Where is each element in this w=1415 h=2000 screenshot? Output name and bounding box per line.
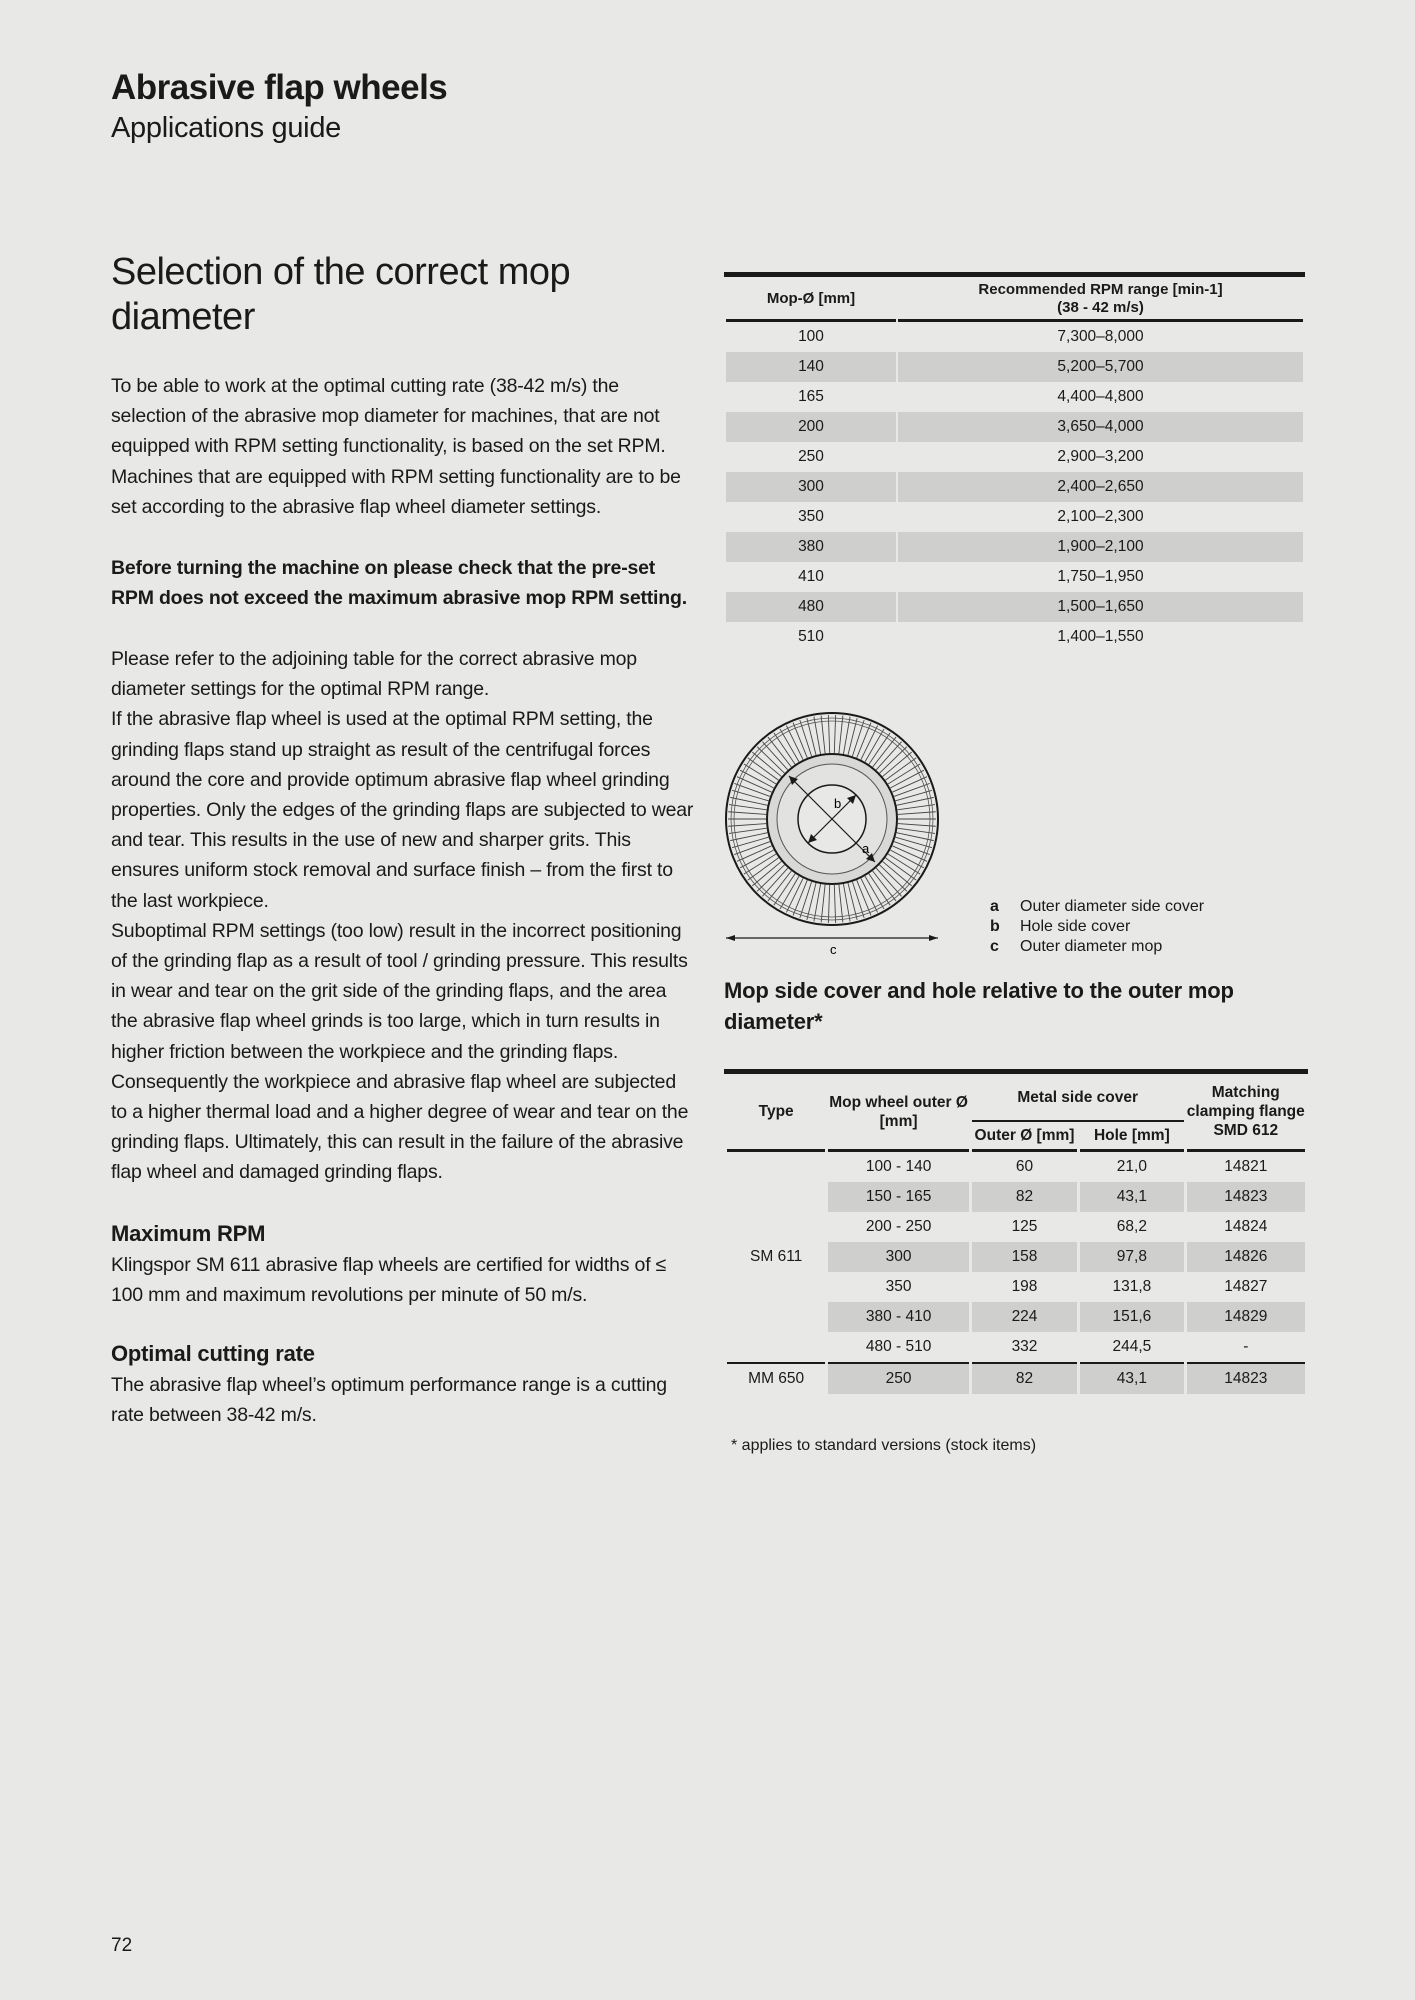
legend-item [990,937,1204,957]
rpm-col-diameter: Mop-Ø [mm] [726,277,896,322]
legend-item [990,917,1204,937]
rpm-table-row [726,562,1303,592]
rpm-table-row [726,322,1303,352]
rpm-cell-diameter: 200 [726,412,896,442]
rpm-table-row [726,382,1303,412]
optimal-rate-block [111,1338,696,1430]
figure-caption: Mop side cover and hole relative to the outer mop diameter* [724,978,1234,1034]
col-mop-outer: Mop wheel outer Ø [mm] [828,1074,968,1152]
cell-hole: 131,8 [1112,1278,1152,1295]
rpm-cell-range: 7,300–8,000 [1057,328,1144,345]
footnote: * applies to standard versions (stock items) [731,1437,1037,1454]
cell-mop: 350 [885,1278,912,1295]
cell-flange: 14827 [1224,1278,1268,1295]
rpm-cell-range: 5,200–5,700 [898,352,1303,382]
cell-type: MM 650 [727,1362,825,1394]
rpm-table-row [726,502,1303,532]
cell-outer: 60 [1015,1158,1034,1175]
legend-text: Hole side cover [1020,918,1131,935]
cell-mop: 480 - 510 [865,1338,932,1355]
col-metal-side-cover: Metal side cover [972,1074,1184,1122]
cell-outer: 198 [1011,1278,1038,1295]
rpm-table-row [726,592,1303,622]
rpm-table-row [726,472,1303,502]
legend-item [990,897,1204,917]
col-outer-diameter: Outer Ø [mm] [972,1122,1077,1152]
rpm-table-row [726,412,1303,442]
cell-mop: 250 [828,1362,968,1394]
rpm-cell-range: 2,900–3,200 [1057,448,1144,465]
label-b: b [834,796,842,811]
cell-hole: 43,1 [1080,1362,1183,1394]
rpm-cell-range: 1,900–2,100 [898,532,1303,562]
rpm-cell-diameter: 380 [726,532,896,562]
rpm-cell-diameter: 510 [798,628,824,645]
cell-outer: 158 [972,1242,1077,1272]
label-a: a [862,841,870,856]
cell-type: SM 611 [750,1248,803,1265]
cell-outer: 224 [972,1302,1077,1332]
intro-paragraph: To be able to work at the optimal cutting rate (38-42 m/s) the selection of the abrasive mop diameter for machines, that are not equipped with RPM setting functionality, is based on the set RPM. Machines that are equipped with RPM setting functionality are to be set according to the abrasive flap wheel diameter settings. [111,375,681,518]
rpm-cell-range: 1,400–1,550 [1057,628,1144,645]
cell-outer: 332 [1011,1338,1038,1355]
cell-flange: - [1243,1338,1249,1355]
cell-hole: 151,6 [1080,1302,1183,1332]
rpm-cell-diameter: 300 [726,472,896,502]
legend-key: b [990,918,1000,935]
rpm-cell-diameter: 480 [726,592,896,622]
legend-key: c [990,938,999,955]
optimal-paragraph: If the abrasive flap wheel is used at the optimal RPM setting, the grinding flaps stand up straight as result of the centrifugal forces around the core and provide optimum abrasive flap wheel grinding properties. Only the edges of the grinding flaps are subjected to wear and tear. This results in the use of new and sharper grits. This ensures uniform stock removal and surface finish – from the first to the last workpiece. [111,708,694,912]
rpm-cell-diameter: 140 [726,352,896,382]
rpm-cell-range: 2,400–2,650 [898,472,1303,502]
cell-mop: 200 - 250 [865,1218,932,1235]
cell-flange: 14829 [1187,1302,1305,1332]
cell-flange: 14821 [1224,1158,1268,1175]
refer-paragraph: Please refer to the adjoining table for the correct abrasive mop diameter settings for the optimal RPM range. [111,648,637,701]
warning-paragraph: Before turning the machine on please check that the pre-set RPM does not exceed the maximum abrasive mop RPM setting. [111,557,687,610]
max-rpm-heading: Maximum RPM [111,1221,266,1246]
cell-outer: 82 [972,1362,1077,1394]
cell-flange: 14824 [1224,1218,1268,1235]
max-rpm-text: Klingspor SM 611 abrasive flap wheels are certified for widths of ≤ 100 mm and maximum revolutions per minute of 50 m/s. [111,1254,667,1307]
max-rpm-block [111,1218,696,1310]
rpm-table-row [726,532,1303,562]
rpm-table-row [726,442,1303,472]
cell-hole: 43,1 [1080,1182,1183,1212]
rpm-cell-range: 3,650–4,000 [898,412,1303,442]
rpm-cell-range: 1,750–1,950 [1057,568,1144,585]
cell-flange: 14823 [1187,1182,1305,1212]
rpm-cell-range: 1,500–1,650 [898,592,1303,622]
rpm-cell-diameter: 100 [798,328,824,345]
cell-flange: 14826 [1187,1242,1305,1272]
cell-flange: 14823 [1187,1362,1305,1394]
arrowhead [929,935,938,941]
body-text [111,644,696,1188]
document-subtitle: Applications guide [111,112,341,144]
cell-hole: 97,8 [1080,1242,1183,1272]
cover-table-row [727,1362,1305,1394]
rpm-cell-diameter: 250 [798,448,824,465]
col-clamping-flange: Matching clamping flange SMD 612 [1187,1074,1305,1152]
cell-hole: 21,0 [1116,1158,1147,1175]
rpm-col-range-line1: Recommended RPM range [min-1] [978,281,1223,298]
mop-diagram [724,712,954,957]
cell-mop: 100 - 140 [865,1158,932,1175]
label-c: c [830,942,837,957]
rpm-cell-range: 2,100–2,300 [1057,508,1144,525]
cell-outer: 82 [972,1182,1077,1212]
optimal-rate-text: The abrasive flap wheel’s optimum performance range is a cutting rate between 38-42 m/s. [111,1374,667,1427]
diagram-legend [990,897,1204,957]
col-hole: Hole [mm] [1080,1122,1183,1152]
cover-table-row [727,1152,1305,1182]
optimal-rate-heading: Optimal cutting rate [111,1341,315,1366]
cell-mop: 380 - 410 [828,1302,968,1332]
cell-outer: 125 [1011,1218,1038,1235]
rpm-col-range [898,277,1303,322]
suboptimal-paragraph: Suboptimal RPM settings (too low) result in the incorrect positioning of the grinding flap as a result of tool / grinding pressure. This results in wear and tear on the grit side of the grinding flaps, and the area the abrasive flap wheel grinds is too large, which in turn results in higher friction between the workpiece and the grinding flaps. Consequently the workpiece and abrasive flap wheel are subjected to a higher thermal load and a higher degree of wear and tear on the grinding flaps. Ultimately, this can result in the failure of the abrasive flap wheel and damaged grinding flaps. [111,919,689,1184]
legend-text: Outer diameter mop [1020,938,1163,955]
cell-hole: 244,5 [1112,1338,1152,1355]
rpm-table-row [726,622,1303,652]
cover-table [724,1074,1308,1394]
legend-text: Outer diameter side cover [1020,898,1205,915]
rpm-table [724,277,1305,652]
rpm-cell-diameter: 410 [798,568,824,585]
cell-mop: 300 [828,1242,968,1272]
cell-mop: 150 - 165 [828,1182,968,1212]
col-type: Type [727,1074,825,1152]
rpm-table-body [726,322,1303,652]
rpm-cell-range: 4,400–4,800 [1057,388,1144,405]
rpm-cell-diameter: 350 [798,508,824,525]
cover-table-body [727,1152,1305,1394]
document-title: Abrasive flap wheels [111,68,448,107]
page-number: 72 [111,1935,133,1956]
arrowhead [726,935,735,941]
rpm-col-range-line2: (38 - 42 m/s) [1057,299,1144,316]
rpm-cell-diameter: 165 [798,388,824,405]
cell-hole: 68,2 [1116,1218,1147,1235]
legend-key: a [990,898,999,915]
rpm-table-row [726,352,1303,382]
section-title: Selection of the correct mop diameter [111,251,571,338]
